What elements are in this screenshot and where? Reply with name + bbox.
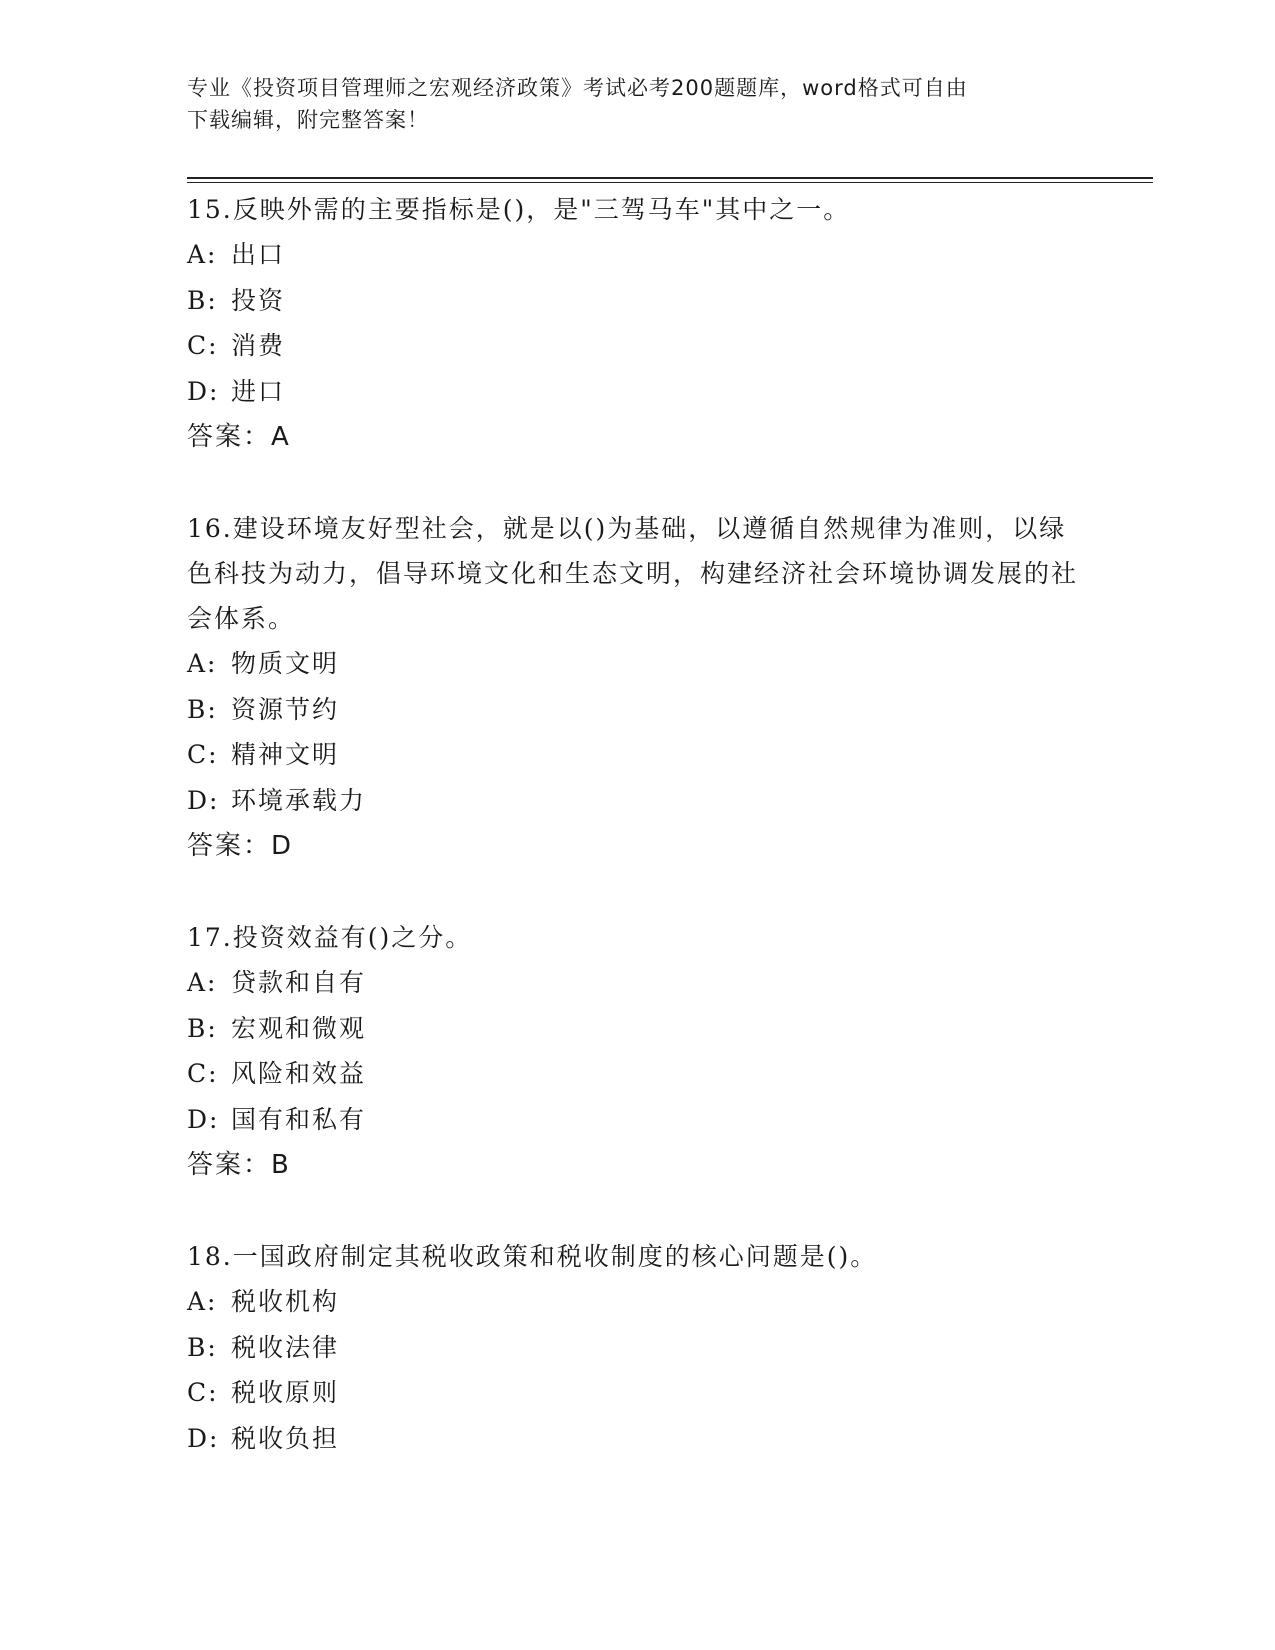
- option-text: 国有和私有: [231, 1104, 367, 1134]
- option-letter: D:: [187, 376, 220, 406]
- option-letter: C:: [187, 331, 219, 360]
- option-b: [187, 1325, 1087, 1371]
- header-line-2: 下载编辑，附完整答案！: [187, 108, 429, 132]
- question-stem: 17.投资效益有()之分。: [187, 923, 473, 952]
- option-letter: D:: [187, 785, 220, 815]
- option-letter: A:: [187, 240, 218, 269]
- question-list: [187, 187, 1087, 1507]
- option-c: [187, 732, 1087, 778]
- option-text: 消费: [231, 331, 286, 360]
- option-letter: B:: [187, 285, 218, 315]
- option-d: [187, 778, 1087, 824]
- option-d: [187, 1416, 1087, 1462]
- option-text: 进口: [231, 376, 286, 406]
- option-a: [187, 641, 1087, 687]
- option-text: 税收机构: [231, 1287, 340, 1316]
- question-15: [187, 187, 1087, 460]
- option-text: 税收法律: [231, 1332, 340, 1362]
- answer-line: 答案：A: [187, 422, 291, 452]
- option-text: 税收负担: [231, 1423, 340, 1453]
- option-b: [187, 687, 1087, 733]
- question-stem: 16.建设环境友好型社会，就是以()为基础，以遵循自然规律为准则，以绿色科技为动力，倡导环境文化和生态文明，构建经济社会环境协调发展的社会体系。: [187, 514, 1079, 633]
- option-letter: C:: [187, 740, 219, 769]
- answer-line: 答案：B: [187, 1150, 291, 1180]
- header-line-1: 专业《投资项目管理师之宏观经济政策》考试必考200题题库，word格式可自由: [187, 76, 968, 100]
- option-d: [187, 1097, 1087, 1143]
- option-d: [187, 369, 1087, 415]
- option-text: 精神文明: [231, 740, 340, 769]
- question-stem: 18.一国政府制定其税收政策和税收制度的核心问题是()。: [187, 1242, 878, 1271]
- option-text: 环境承载力: [231, 785, 367, 815]
- option-letter: B:: [187, 1332, 218, 1362]
- option-letter: C:: [187, 1378, 219, 1407]
- option-letter: A:: [187, 649, 218, 678]
- option-text: 贷款和自有: [231, 968, 367, 997]
- option-text: 税收原则: [231, 1378, 340, 1407]
- option-text: 出口: [231, 240, 286, 269]
- option-letter: C:: [187, 1059, 219, 1088]
- question-18: [187, 1234, 1087, 1461]
- option-a: [187, 960, 1087, 1006]
- option-letter: A:: [187, 1287, 218, 1316]
- option-a: [187, 1279, 1087, 1325]
- question-16: [187, 506, 1087, 869]
- answer-line: 答案：D: [187, 831, 294, 861]
- option-b: [187, 278, 1087, 324]
- header-divider: [187, 177, 1153, 183]
- option-c: [187, 323, 1087, 369]
- option-letter: B:: [187, 1013, 218, 1043]
- option-text: 物质文明: [231, 649, 340, 678]
- option-b: [187, 1006, 1087, 1052]
- option-c: [187, 1051, 1087, 1097]
- question-stem: 15.反映外需的主要指标是()，是"三驾马车"其中之一。: [187, 195, 851, 224]
- document-header: [187, 72, 1067, 136]
- option-c: [187, 1370, 1087, 1416]
- option-letter: D:: [187, 1423, 220, 1453]
- option-letter: D:: [187, 1104, 220, 1134]
- question-17: [187, 915, 1087, 1188]
- option-text: 投资: [231, 285, 286, 315]
- option-letter: A:: [187, 968, 218, 997]
- option-text: 资源节约: [231, 694, 340, 724]
- option-letter: B:: [187, 694, 218, 724]
- option-text: 宏观和微观: [231, 1013, 367, 1043]
- option-text: 风险和效益: [231, 1059, 367, 1088]
- option-a: [187, 232, 1087, 278]
